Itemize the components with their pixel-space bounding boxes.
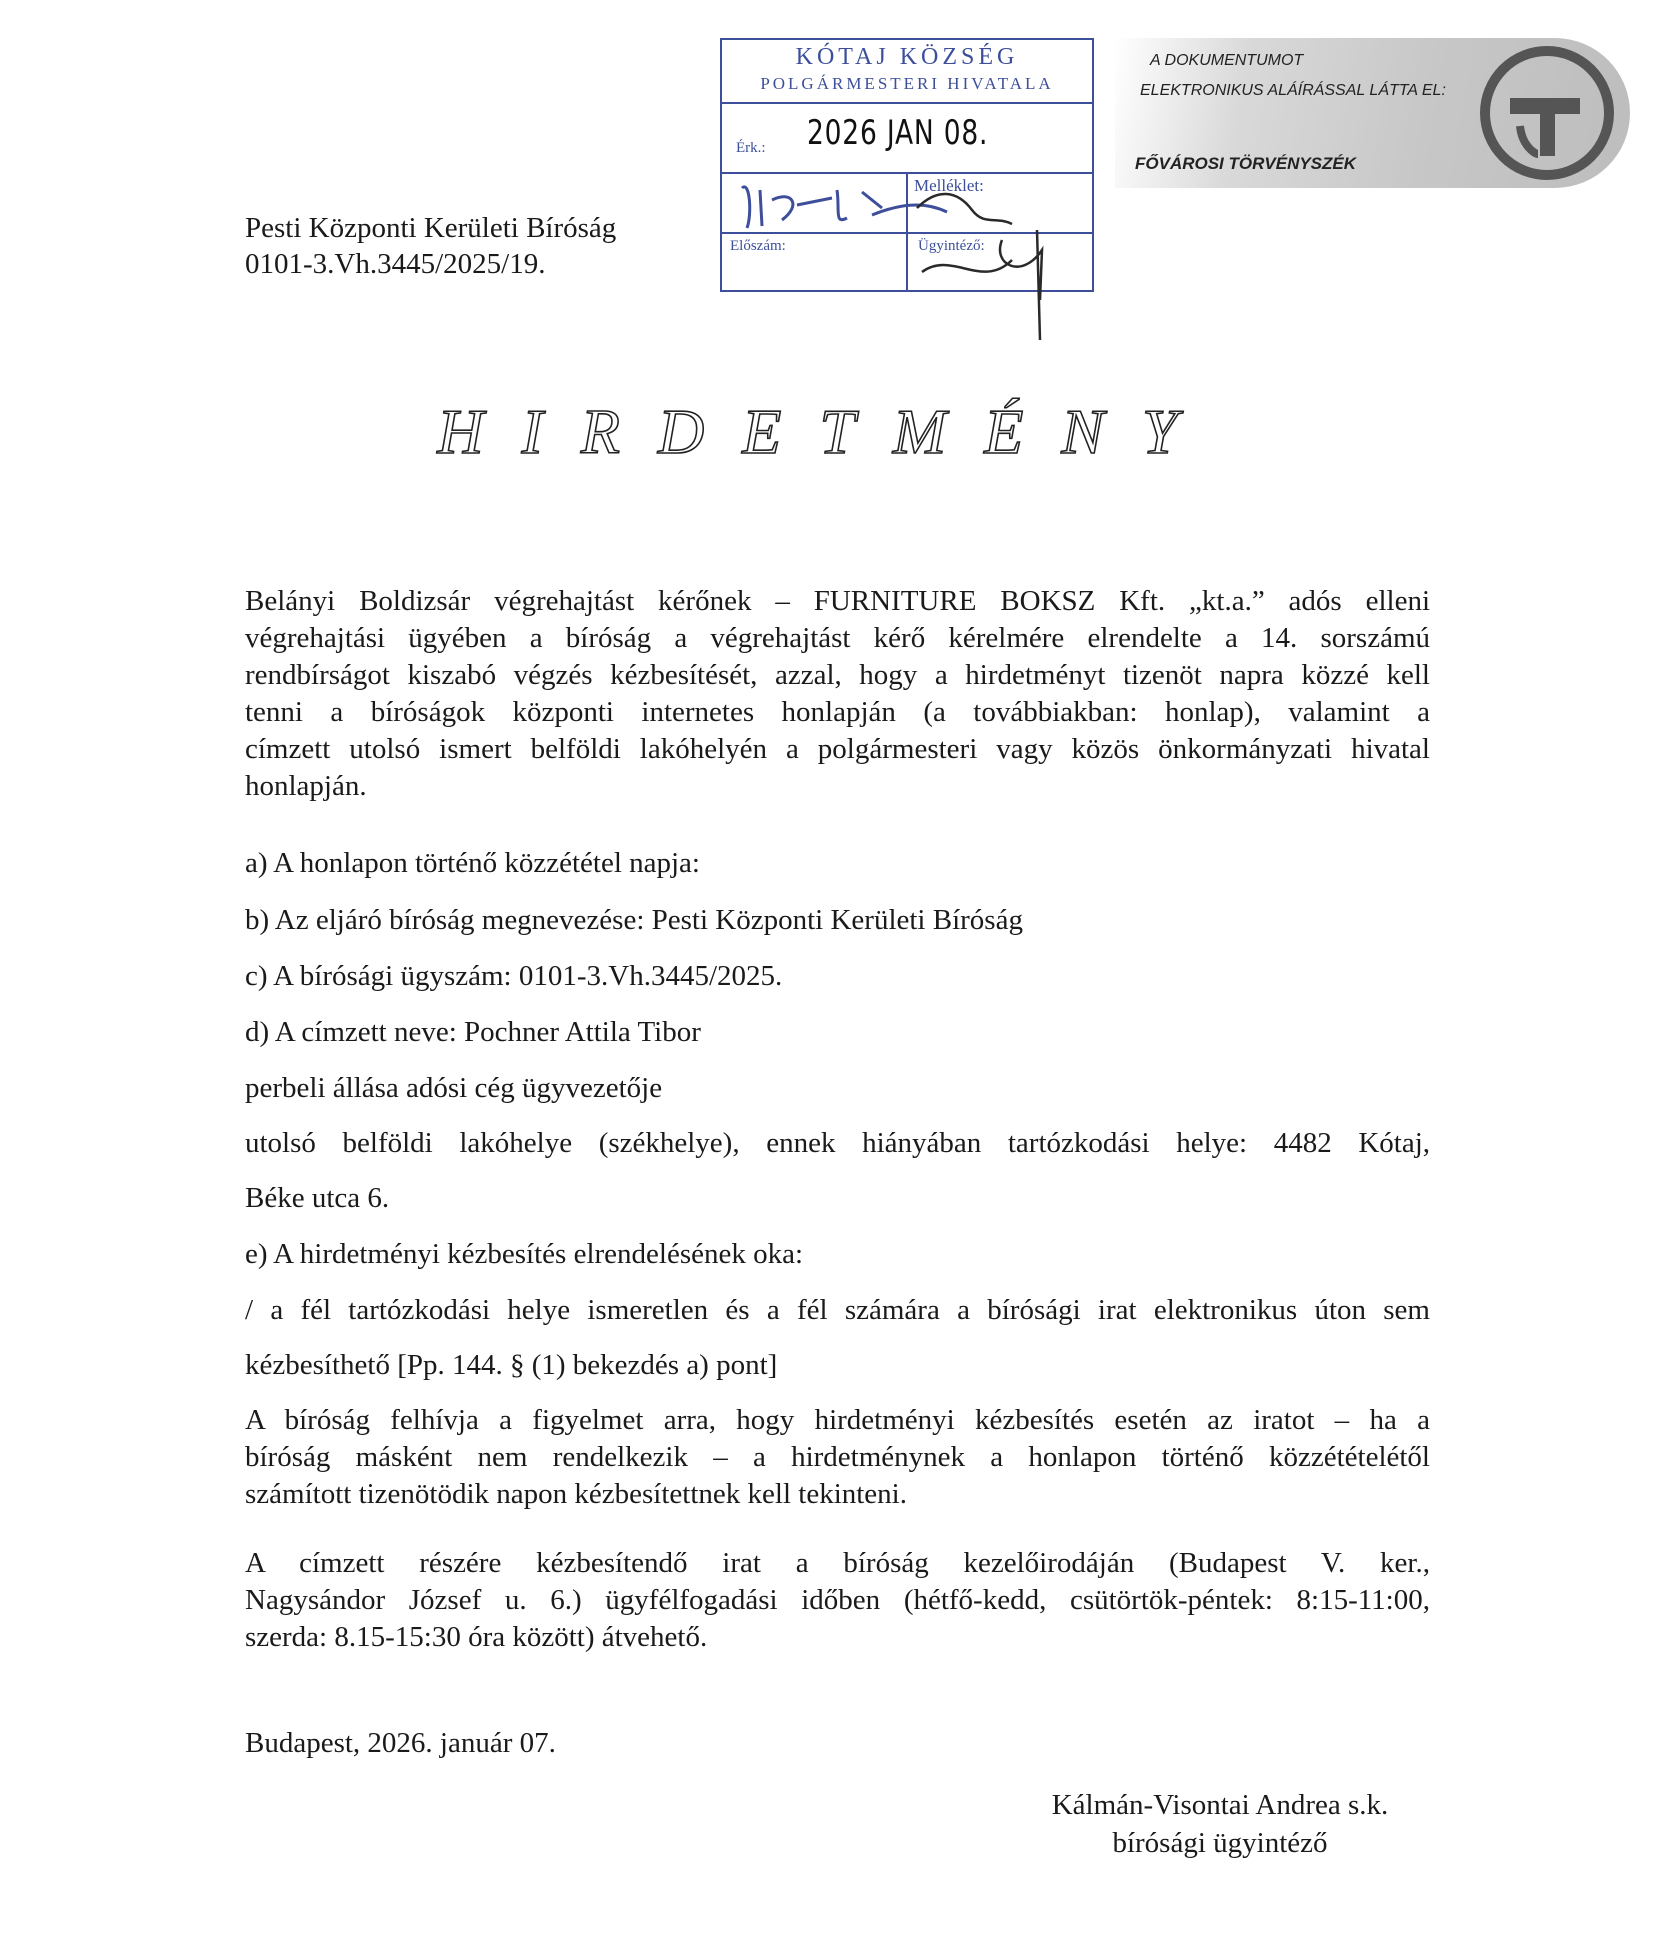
item-b: b) Az eljáró bíróság megnevezése: Pesti Központi Kerületi Bíróság bbox=[245, 904, 1023, 936]
registration-stamp bbox=[720, 38, 1094, 292]
notice-line: A bíróság felhívja a figyelmet arra, hogy hirdetményi kézbesítés esetén az iratot – ha a bbox=[245, 1404, 1430, 1436]
intro-line: címzett utolsó ismert belföldi lakóhelyén a polgármesteri vagy közös önkormányzati hivatal bbox=[245, 733, 1430, 765]
item-e: e) A hirdetményi kézbesítés elrendelésének oka: bbox=[245, 1238, 804, 1270]
item-d: d) A címzett neve: Pochner Attila Tibor bbox=[245, 1016, 701, 1048]
intro-line: tenni a bíróságok központi internetes honlapján (a továbbiakban: honlap), valamint a bbox=[245, 696, 1430, 728]
esig-line1: A DOKUMENTUMOT bbox=[1150, 52, 1304, 69]
item-a: a) A honlapon történő közzététel napja: bbox=[245, 847, 700, 879]
item-d-role: perbeli állása adósi cég ügyvezetője bbox=[245, 1072, 663, 1104]
court-logo-icon bbox=[1480, 46, 1615, 181]
stamp-melleklet-label: Melléklet: bbox=[914, 176, 984, 195]
stamp-ugyintezo-label: Ügyintéző: bbox=[918, 238, 985, 254]
signature-block bbox=[1030, 1786, 1410, 1862]
pickup-paragraph bbox=[245, 1545, 1430, 1656]
stamp-date: 2026 JAN 08. bbox=[807, 113, 989, 153]
pickup-line: Nagysándor József u. 6.) ügyfélfogadási időben (hétfő-kedd, csütörtök-péntek: 8:15-11:00, bbox=[245, 1584, 1430, 1616]
electronic-signature-badge bbox=[1115, 38, 1630, 188]
item-e-reason: / a fél tartózkodási helye ismeretlen és a fél számára a bírósági irat elektronikus úton sem bbox=[245, 1294, 1430, 1326]
intro-line: végrehajtási ügyében a bíróság a végrehajtást kérő kérelmére elrendelte a 14. sorszámú bbox=[245, 622, 1430, 654]
item-d-address-cont: Béke utca 6. bbox=[245, 1182, 390, 1214]
stamp-subtitle: POLGÁRMESTERI HIVATALA bbox=[760, 74, 1054, 93]
intro-paragraph bbox=[245, 583, 1430, 805]
intro-line: Belányi Boldizsár végrehajtást kérőnek – FURNITURE BOKSZ Kft. „kt.a.” adós elleni bbox=[245, 585, 1430, 617]
document-title: HIRDETMÉNY bbox=[437, 396, 1216, 467]
stamp-title: KÓTAJ KÖZSÉG bbox=[795, 44, 1019, 70]
intro-line: rendbírságot kiszabó végzés kézbesítését, azzal, hogy a hirdetményt tizenöt napra közzé kell bbox=[245, 659, 1430, 691]
notice-line: bíróság másként nem rendelkezik – a hirdetménynek a honlapon történő közzétételétől bbox=[245, 1441, 1430, 1473]
item-c: c) A bírósági ügyszám: 0101-3.Vh.3445/2025. bbox=[245, 960, 783, 992]
pickup-line: A címzett részére kézbesítendő irat a bíróság kezelőirodáján (Budapest V. ker., bbox=[245, 1547, 1430, 1579]
signatory-name: Kálmán-Visontai Andrea s.k. bbox=[1051, 1789, 1389, 1821]
signatory-title: bírósági ügyintéző bbox=[1112, 1827, 1328, 1859]
item-e-reason-cont: kézbesíthető [Pp. 144. § (1) bekezdés a) pont] bbox=[245, 1349, 778, 1381]
notice-line: számított tizenötödik napon kézbesítettnek kell tekinteni. bbox=[245, 1478, 907, 1510]
place-date: Budapest, 2026. január 07. bbox=[245, 1727, 556, 1759]
esig-line2: ELEKTRONIKUS ALÁÍRÁSSAL LÁTTA EL: bbox=[1140, 82, 1446, 99]
pickup-line: szerda: 8.15-15:30 óra között) átvehető. bbox=[245, 1621, 708, 1653]
court-header bbox=[245, 210, 616, 282]
notice-paragraph bbox=[245, 1402, 1430, 1513]
case-number: 0101-3.Vh.3445/2025/19. bbox=[245, 248, 546, 280]
stamp-erk-label: Érk.: bbox=[736, 140, 766, 156]
handwritten-ink bbox=[722, 40, 1096, 340]
court-name: Pesti Központi Kerületi Bíróság bbox=[245, 212, 617, 244]
stamp-eloszam-label: Előszám: bbox=[730, 238, 786, 254]
item-d-address: utolsó belföldi lakóhelye (székhelye), ennek hiányában tartózkodási helye: 4482 Kótaj, bbox=[245, 1127, 1430, 1159]
intro-line: honlapján. bbox=[245, 770, 367, 802]
esig-line3: FŐVÁROSI TÖRVÉNYSZÉK bbox=[1135, 154, 1357, 173]
